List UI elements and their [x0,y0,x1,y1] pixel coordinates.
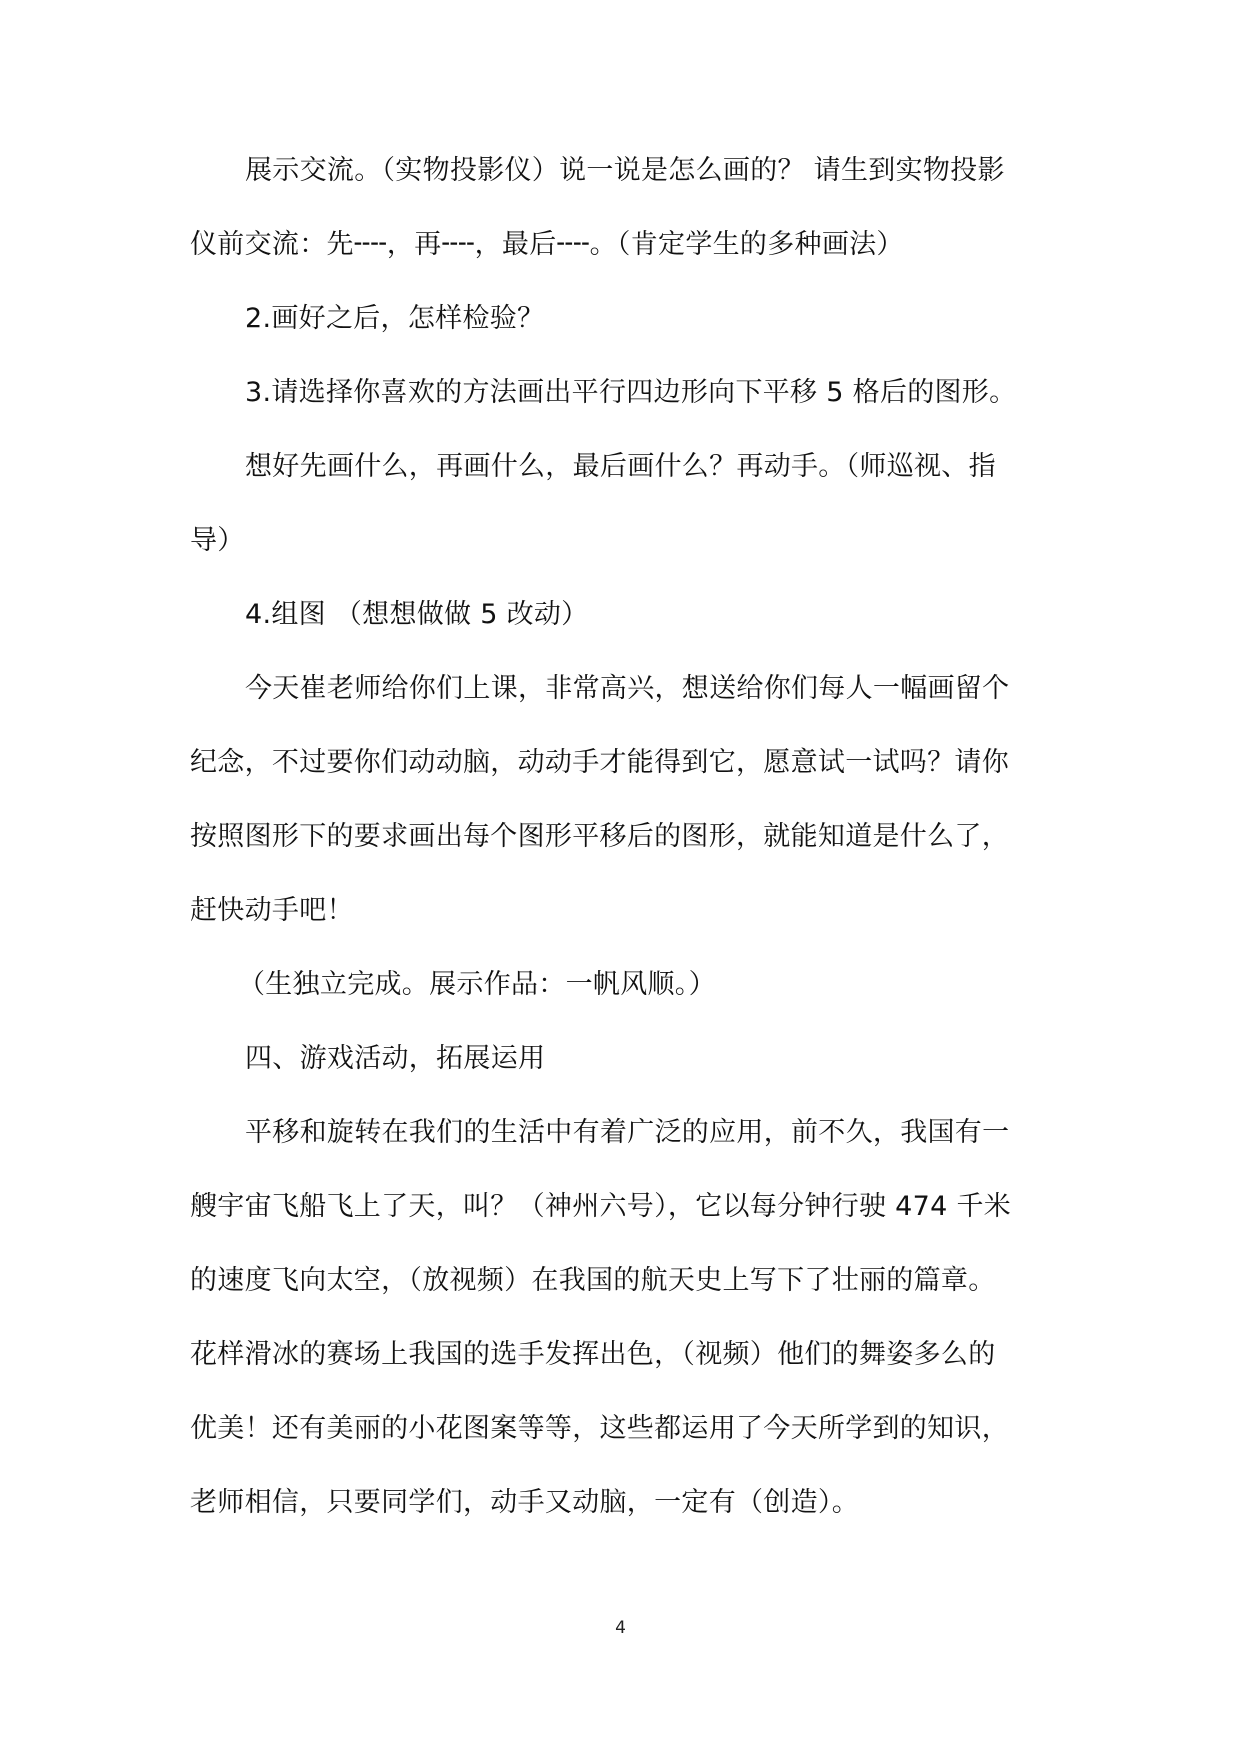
paragraph-line: 3.请选择你喜欢的方法画出平行四边形向下平移 5 格后的图形。 [245,377,1017,408]
paragraph-line: 赶快动手吧！ [190,895,354,926]
paragraph-line: 艘宇宙飞船飞上了天，叫？（神州六号），它以每分钟行驶 474 千米 [190,1191,1012,1222]
page-number: 4 [615,1618,626,1638]
paragraph-line: 仪前交流：先╌╌，再╌╌，最后╌╌。（肯定学生的多种画法） [190,229,904,260]
paragraph-line: 优美！还有美丽的小花图案等等，这些都运用了今天所学到的知识， [190,1413,1009,1444]
section-heading: 四、游戏活动，拓展运用 [245,1043,546,1074]
paragraph-line: 4.组图 （想想做做 5 改动） [245,599,589,630]
paragraph-line: 想好先画什么，再画什么，最后画什么？再动手。（师巡视、指 [245,451,996,482]
paragraph-line: 2.画好之后，怎样检验？ [245,303,545,334]
paragraph-line: 导） [190,525,245,556]
paragraph-line: 展示交流。（实物投影仪）说一说是怎么画的？ 请生到实物投影 [245,155,1005,186]
paragraph-line: 老师相信，只要同学们，动手又动脑，一定有（创造）。 [190,1487,859,1518]
paragraph-line: 纪念，不过要你们动动脑，动动手才能得到它，愿意试一试吗？请你 [190,747,1009,778]
paragraph-line: 今天崔老师给你们上课，非常高兴，想送给你们每人一幅画留个 [245,673,1010,704]
paragraph-line: 花样滑冰的赛场上我国的选手发挥出色，（视频）他们的舞姿多么的 [190,1339,996,1370]
paragraph-line: （生独立完成。展示作品：一帆风顺。） [238,969,716,1000]
paragraph-line: 按照图形下的要求画出每个图形平移后的图形，就能知道是什么了， [190,821,1009,852]
paragraph-line: 平移和旋转在我们的生活中有着广泛的应用，前不久，我国有一 [245,1117,1010,1148]
paragraph-line: 的速度飞向太空，（放视频）在我国的航天史上写下了壮丽的篇章。 [190,1265,996,1296]
